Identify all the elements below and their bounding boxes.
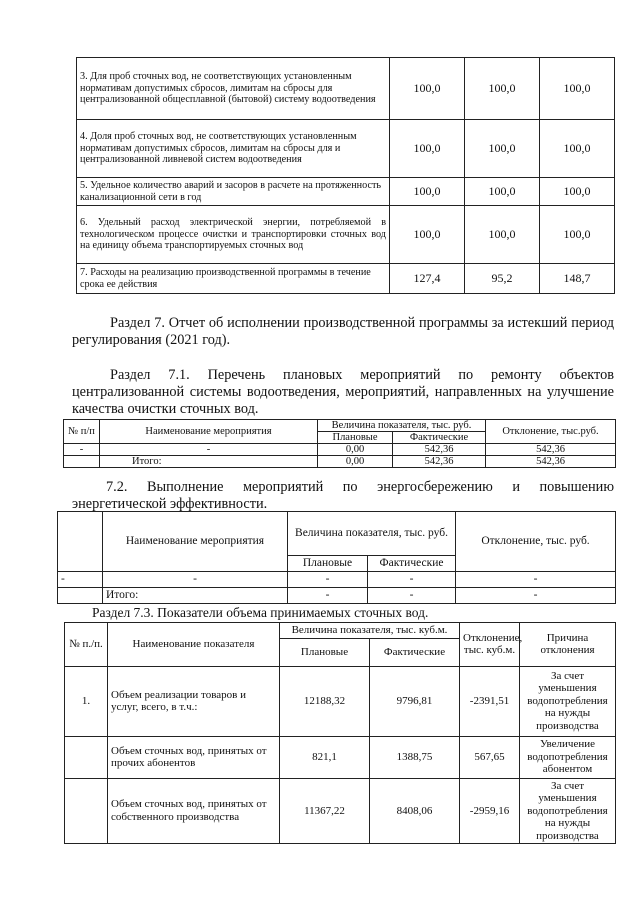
table-row <box>64 444 616 456</box>
col-plan: Плановые <box>288 556 368 572</box>
col-name: Наименование мероприятия <box>100 420 318 444</box>
row-plan: 12188,32 <box>280 666 370 736</box>
indicator-value-2: 100,0 <box>465 206 540 264</box>
row-number <box>65 736 108 778</box>
col-deviation: Отклонение, тыс. куб.м. <box>460 623 520 667</box>
indicators-table <box>76 57 615 294</box>
row-fact: 1388,75 <box>370 736 460 778</box>
indicator-label: 3. Для проб сточных вод, не соответствующих установленным нормативам допустимых сбросов, лимитам на сбросы для централизованной общесплавной (бытовой) систему водоотведения <box>77 58 390 120</box>
row-name: Объем сточных вод, принятых от собственного производства <box>108 778 280 844</box>
row-deviation: -2391,51 <box>460 666 520 736</box>
table-row <box>77 120 615 178</box>
total-number <box>64 456 100 468</box>
row-reason: За счет уменьшения водопотребления на нужды производства <box>520 778 616 844</box>
col-fact: Фактические <box>370 638 460 666</box>
row-fact: 9796,81 <box>370 666 460 736</box>
indicator-label: 4. Доля проб сточных вод, не соответствующих установленным нормативам допустимых сбросов, лимитам на сбросы для и централизованной ливневой систем водоотведения <box>77 120 390 178</box>
total-plan: - <box>288 588 368 604</box>
indicator-value-3: 100,0 <box>540 58 615 120</box>
col-number: № п./п. <box>65 623 108 667</box>
col-number <box>58 512 103 572</box>
total-deviation: 542,36 <box>486 456 616 468</box>
indicator-value-1: 100,0 <box>390 58 465 120</box>
col-deviation: Отклонение, тыс. руб. <box>456 512 616 572</box>
indicator-value-3: 148,7 <box>540 264 615 294</box>
indicator-value-1: 127,4 <box>390 264 465 294</box>
col-plan: Плановые <box>280 638 370 666</box>
indicator-value-3: 100,0 <box>540 206 615 264</box>
row-plan: 11367,22 <box>280 778 370 844</box>
table-row <box>77 264 615 294</box>
table-row <box>77 178 615 206</box>
total-fact: - <box>368 588 456 604</box>
row-reason: Увеличение водопотребления абонентом <box>520 736 616 778</box>
row-deviation: 542,36 <box>486 444 616 456</box>
indicator-value-1: 100,0 <box>390 178 465 206</box>
row-deviation: -2959,16 <box>460 778 520 844</box>
indicator-label: 6. Удельный расход электрической энергии, потребляемой в технологическом процессе очистки и транспортировки сточных вод на единицу объема транспортируемых сточных вод <box>77 206 390 264</box>
repair-measures-table <box>63 419 616 468</box>
col-deviation: Отклонение, тыс.руб. <box>486 420 616 444</box>
indicator-value-1: 100,0 <box>390 120 465 178</box>
section-7-1-heading: Раздел 7.1. Перечень плановых мероприятий по ремонту объектов централизованной системы водоотведения, мероприятий, направленных на улучшение качества очистки сточных вод. <box>72 367 614 417</box>
row-name: Объем сточных вод, принятых от прочих абонентов <box>108 736 280 778</box>
row-number <box>65 778 108 844</box>
col-name: Наименование показателя <box>108 623 280 667</box>
row-fact: 8408,06 <box>370 778 460 844</box>
indicator-value-2: 95,2 <box>465 264 540 294</box>
table-row <box>58 572 616 588</box>
row-plan: 0,00 <box>318 444 393 456</box>
indicator-value-1: 100,0 <box>390 206 465 264</box>
col-number: № п/п <box>64 420 100 444</box>
table-header-row <box>64 420 616 432</box>
row-deviation: - <box>456 572 616 588</box>
row-name: - <box>100 444 318 456</box>
total-plan: 0,00 <box>318 456 393 468</box>
indicator-label: 5. Удельное количество аварий и засоров в расчете на протяженность канализационной сети в год <box>77 178 390 206</box>
section-7-3-heading: Раздел 7.3. Показатели объема принимаемых сточных вод. <box>92 605 429 620</box>
col-name: Наименование мероприятия <box>103 512 288 572</box>
table-row <box>77 206 615 264</box>
total-label: Итого: <box>103 588 288 604</box>
indicator-value-3: 100,0 <box>540 120 615 178</box>
indicator-value-2: 100,0 <box>465 120 540 178</box>
row-reason: За счет уменьшения водопотребления на нужды производства <box>520 666 616 736</box>
col-plan: Плановые <box>318 432 393 444</box>
row-number: 1. <box>65 666 108 736</box>
col-value: Величина показателя, тыс. руб. <box>288 512 456 556</box>
col-reason: Причина отклонения <box>520 623 616 667</box>
table-row <box>77 58 615 120</box>
table-row <box>65 736 616 778</box>
col-fact: Фактические <box>393 432 486 444</box>
indicator-label: 7. Расходы на реализацию производственной программы в течение срока ее действия <box>77 264 390 294</box>
energy-saving-table <box>57 511 616 604</box>
col-value: Величина показателя, тыс. руб. <box>318 420 486 432</box>
indicator-value-2: 100,0 <box>465 58 540 120</box>
section-7-2-heading: 7.2. Выполнение мероприятий по энергосбережению и повышению энергетической эффективности. <box>72 479 614 512</box>
row-deviation: 567,65 <box>460 736 520 778</box>
table-total-row <box>64 456 616 468</box>
total-label: Итого: <box>100 456 318 468</box>
wastewater-volume-table <box>64 622 616 844</box>
row-plan: - <box>288 572 368 588</box>
col-value: Величина показателя, тыс. куб.м. <box>280 623 460 639</box>
row-fact: 542,36 <box>393 444 486 456</box>
total-deviation: - <box>456 588 616 604</box>
indicator-value-2: 100,0 <box>465 178 540 206</box>
row-number: - <box>64 444 100 456</box>
indicator-value-3: 100,0 <box>540 178 615 206</box>
table-row <box>65 778 616 844</box>
total-number <box>58 588 103 604</box>
table-total-row <box>58 588 616 604</box>
row-number: - <box>58 572 103 588</box>
row-name: - <box>103 572 288 588</box>
col-fact: Фактические <box>368 556 456 572</box>
table-header-row <box>65 623 616 639</box>
table-row <box>65 666 616 736</box>
section-7-heading: Раздел 7. Отчет об исполнении производственной программы за истекший период регулирования (2021 год). <box>72 315 614 348</box>
row-name: Объем реализации товаров и услуг, всего, в т.ч.: <box>108 666 280 736</box>
row-plan: 821,1 <box>280 736 370 778</box>
row-fact: - <box>368 572 456 588</box>
table-header-row <box>58 512 616 556</box>
total-fact: 542,36 <box>393 456 486 468</box>
